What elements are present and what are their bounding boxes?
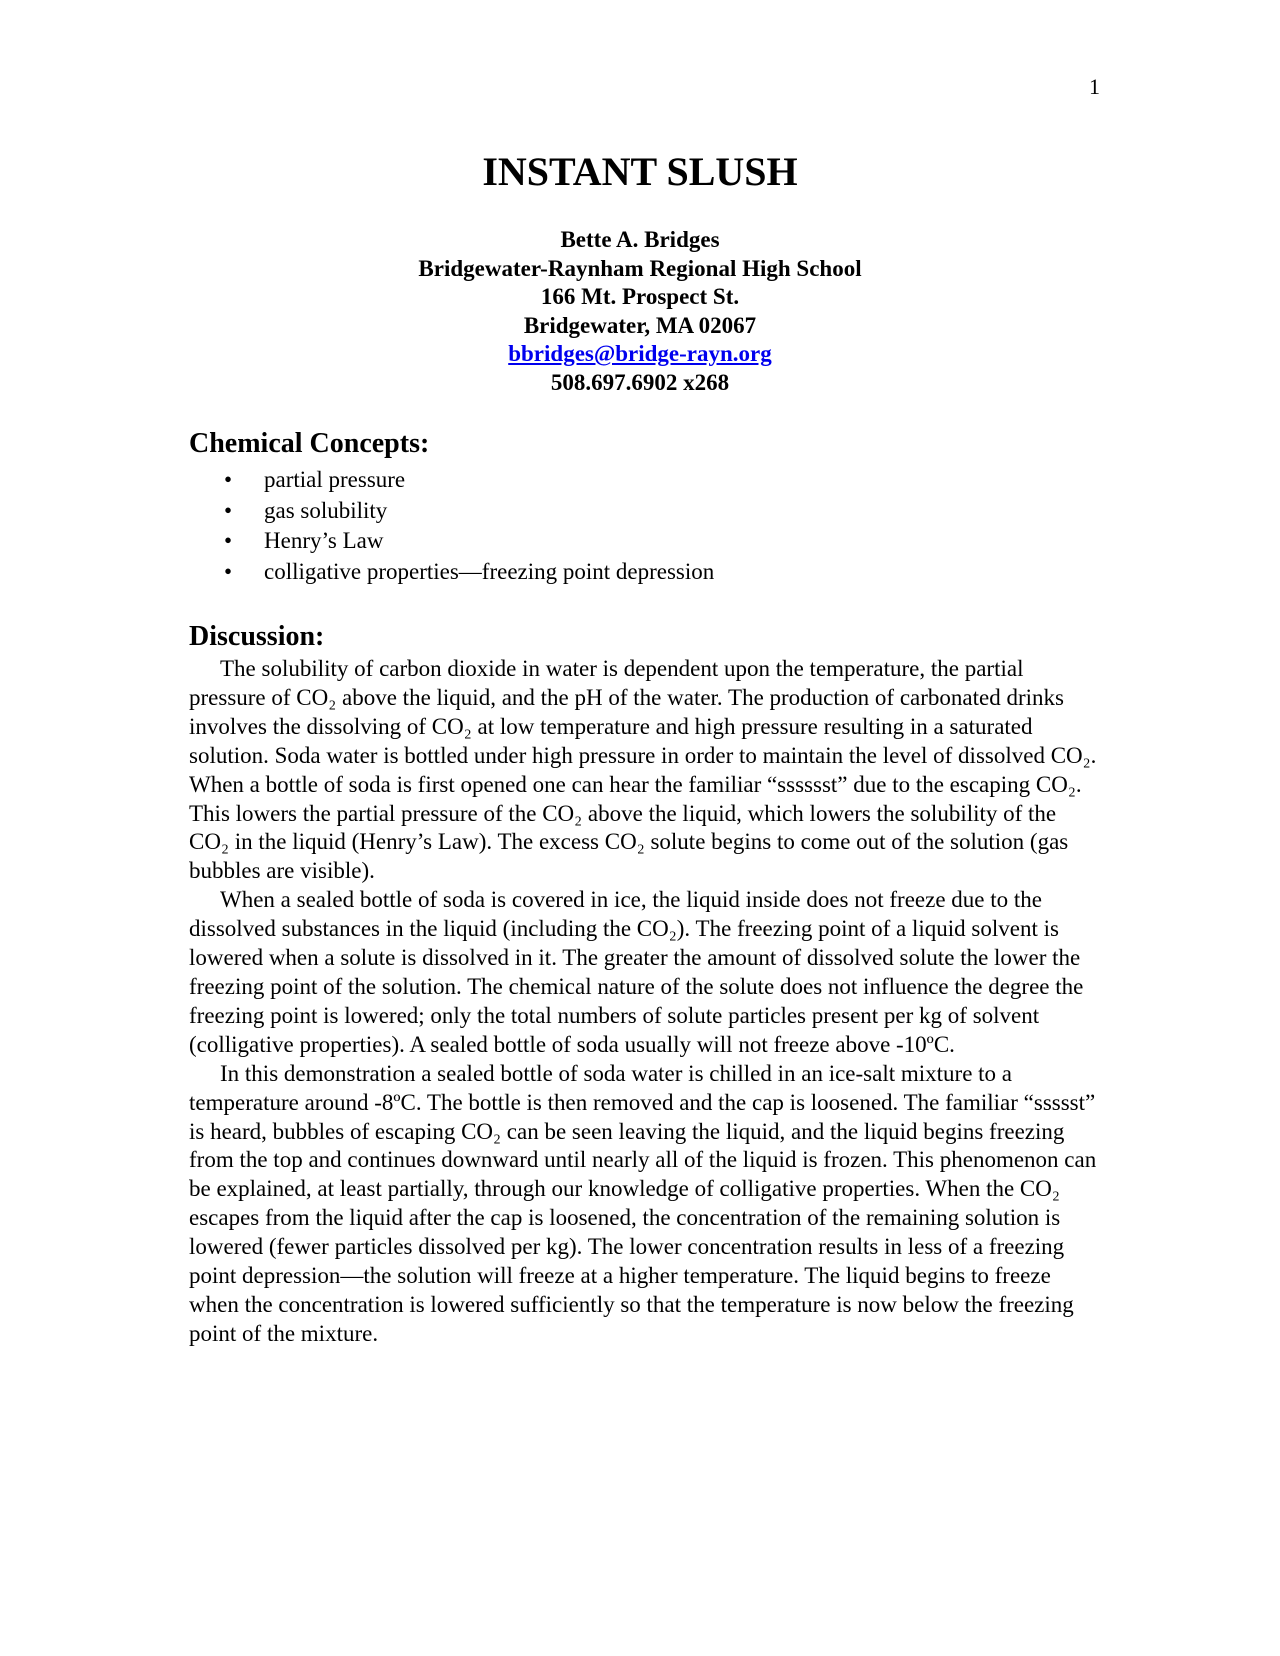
list-item: [189, 557, 714, 588]
author-name: Bette A. Bridges: [560, 227, 720, 252]
author-street: 166 Mt. Prospect St.: [540, 284, 740, 309]
list-item: [189, 496, 714, 527]
discussion-heading: Discussion:: [189, 621, 325, 652]
author-city: Bridgewater, MA 02067: [523, 312, 757, 338]
concepts-heading: Chemical Concepts:: [189, 428, 430, 459]
bullet-icon: •: [224, 558, 233, 584]
bullet-icon: •: [224, 528, 233, 553]
discussion-paragraph: The solubility of carbon dioxide in water is dependent upon the temperature, the partial pressure of CO₂ above the liquid, and the pH of the water. The production of carbonated drinks involves the dissolving of CO₂ at low temperature and high pressure resulting in a saturated solution. Soda water is bottled under high pressure in order to maintain the level of dissolved CO₂. When a bottle of soda is first opened one can hear the familiar “sssssst” due to the escaping CO₂. This lowers the partial pressure of the CO₂ above the liquid, which lowers the solubility of the CO₂ in the liquid (Henry’s Law). The excess CO₂ solute begins to come out of the solution (gas bubbles are visible).: [189, 656, 1097, 884]
author-phone: 508.697.6902 x268: [550, 369, 730, 395]
author-school: Bridgewater-Raynham Regional High School: [418, 255, 862, 281]
list-item: [189, 526, 714, 557]
concept-text: Henry’s Law: [264, 528, 384, 553]
bullet-icon: •: [224, 467, 233, 492]
discussion-body: [189, 655, 1101, 1349]
concept-text: partial pressure: [264, 467, 406, 492]
discussion-paragraph: In this demonstration a sealed bottle of soda water is chilled in an ice-salt mixture to a temperature around -8ºC. The bottle is then removed and the cap is loosened. The familiar “ssssst” is heard, bubbles of escaping CO₂ can be seen leaving the liquid, and the liquid begins freezing from the top and continues downward until nearly all of the liquid is frozen. This phenomenon can be explained, at least partially, through our knowledge of colligative properties. When the CO₂ escapes from the liquid after the cap is loosened, the concentration of the remaining solution is lowered (fewer particles dissolved per kg). The lower concentration results in less of a freezing point depression—the solution will freeze at a higher temperature. The liquid begins to freeze when the concentration is lowered sufficiently so that the temperature is now below the freezing point of the mixture.: [189, 1060, 1097, 1346]
concept-text: gas solubility: [264, 497, 388, 523]
bullet-icon: •: [224, 497, 233, 523]
page-number: 1: [1089, 74, 1100, 99]
discussion-paragraph: When a sealed bottle of soda is covered in ice, the liquid inside does not freeze due to the dissolved substances in the liquid (including the CO₂). The freezing point of a liquid solvent is lowered when a solute is dissolved in it. The greater the amount of dissolved solute the lower the freezing point of the solution. The chemical nature of the solute does not influence the degree the freezing point is lowered; only the total numbers of solute particles present per kg of solvent (colligative properties). A sealed bottle of soda usually will not freeze above -10ºC.: [189, 887, 1084, 1057]
concept-text: colligative properties—freezing point depression: [264, 558, 715, 584]
list-item: [189, 465, 714, 496]
author-block: [0, 226, 1280, 397]
author-email-link[interactable]: bbridges@bridge-rayn.org: [508, 341, 772, 366]
document-title: INSTANT SLUSH: [482, 149, 798, 194]
concept-list: [189, 465, 714, 587]
